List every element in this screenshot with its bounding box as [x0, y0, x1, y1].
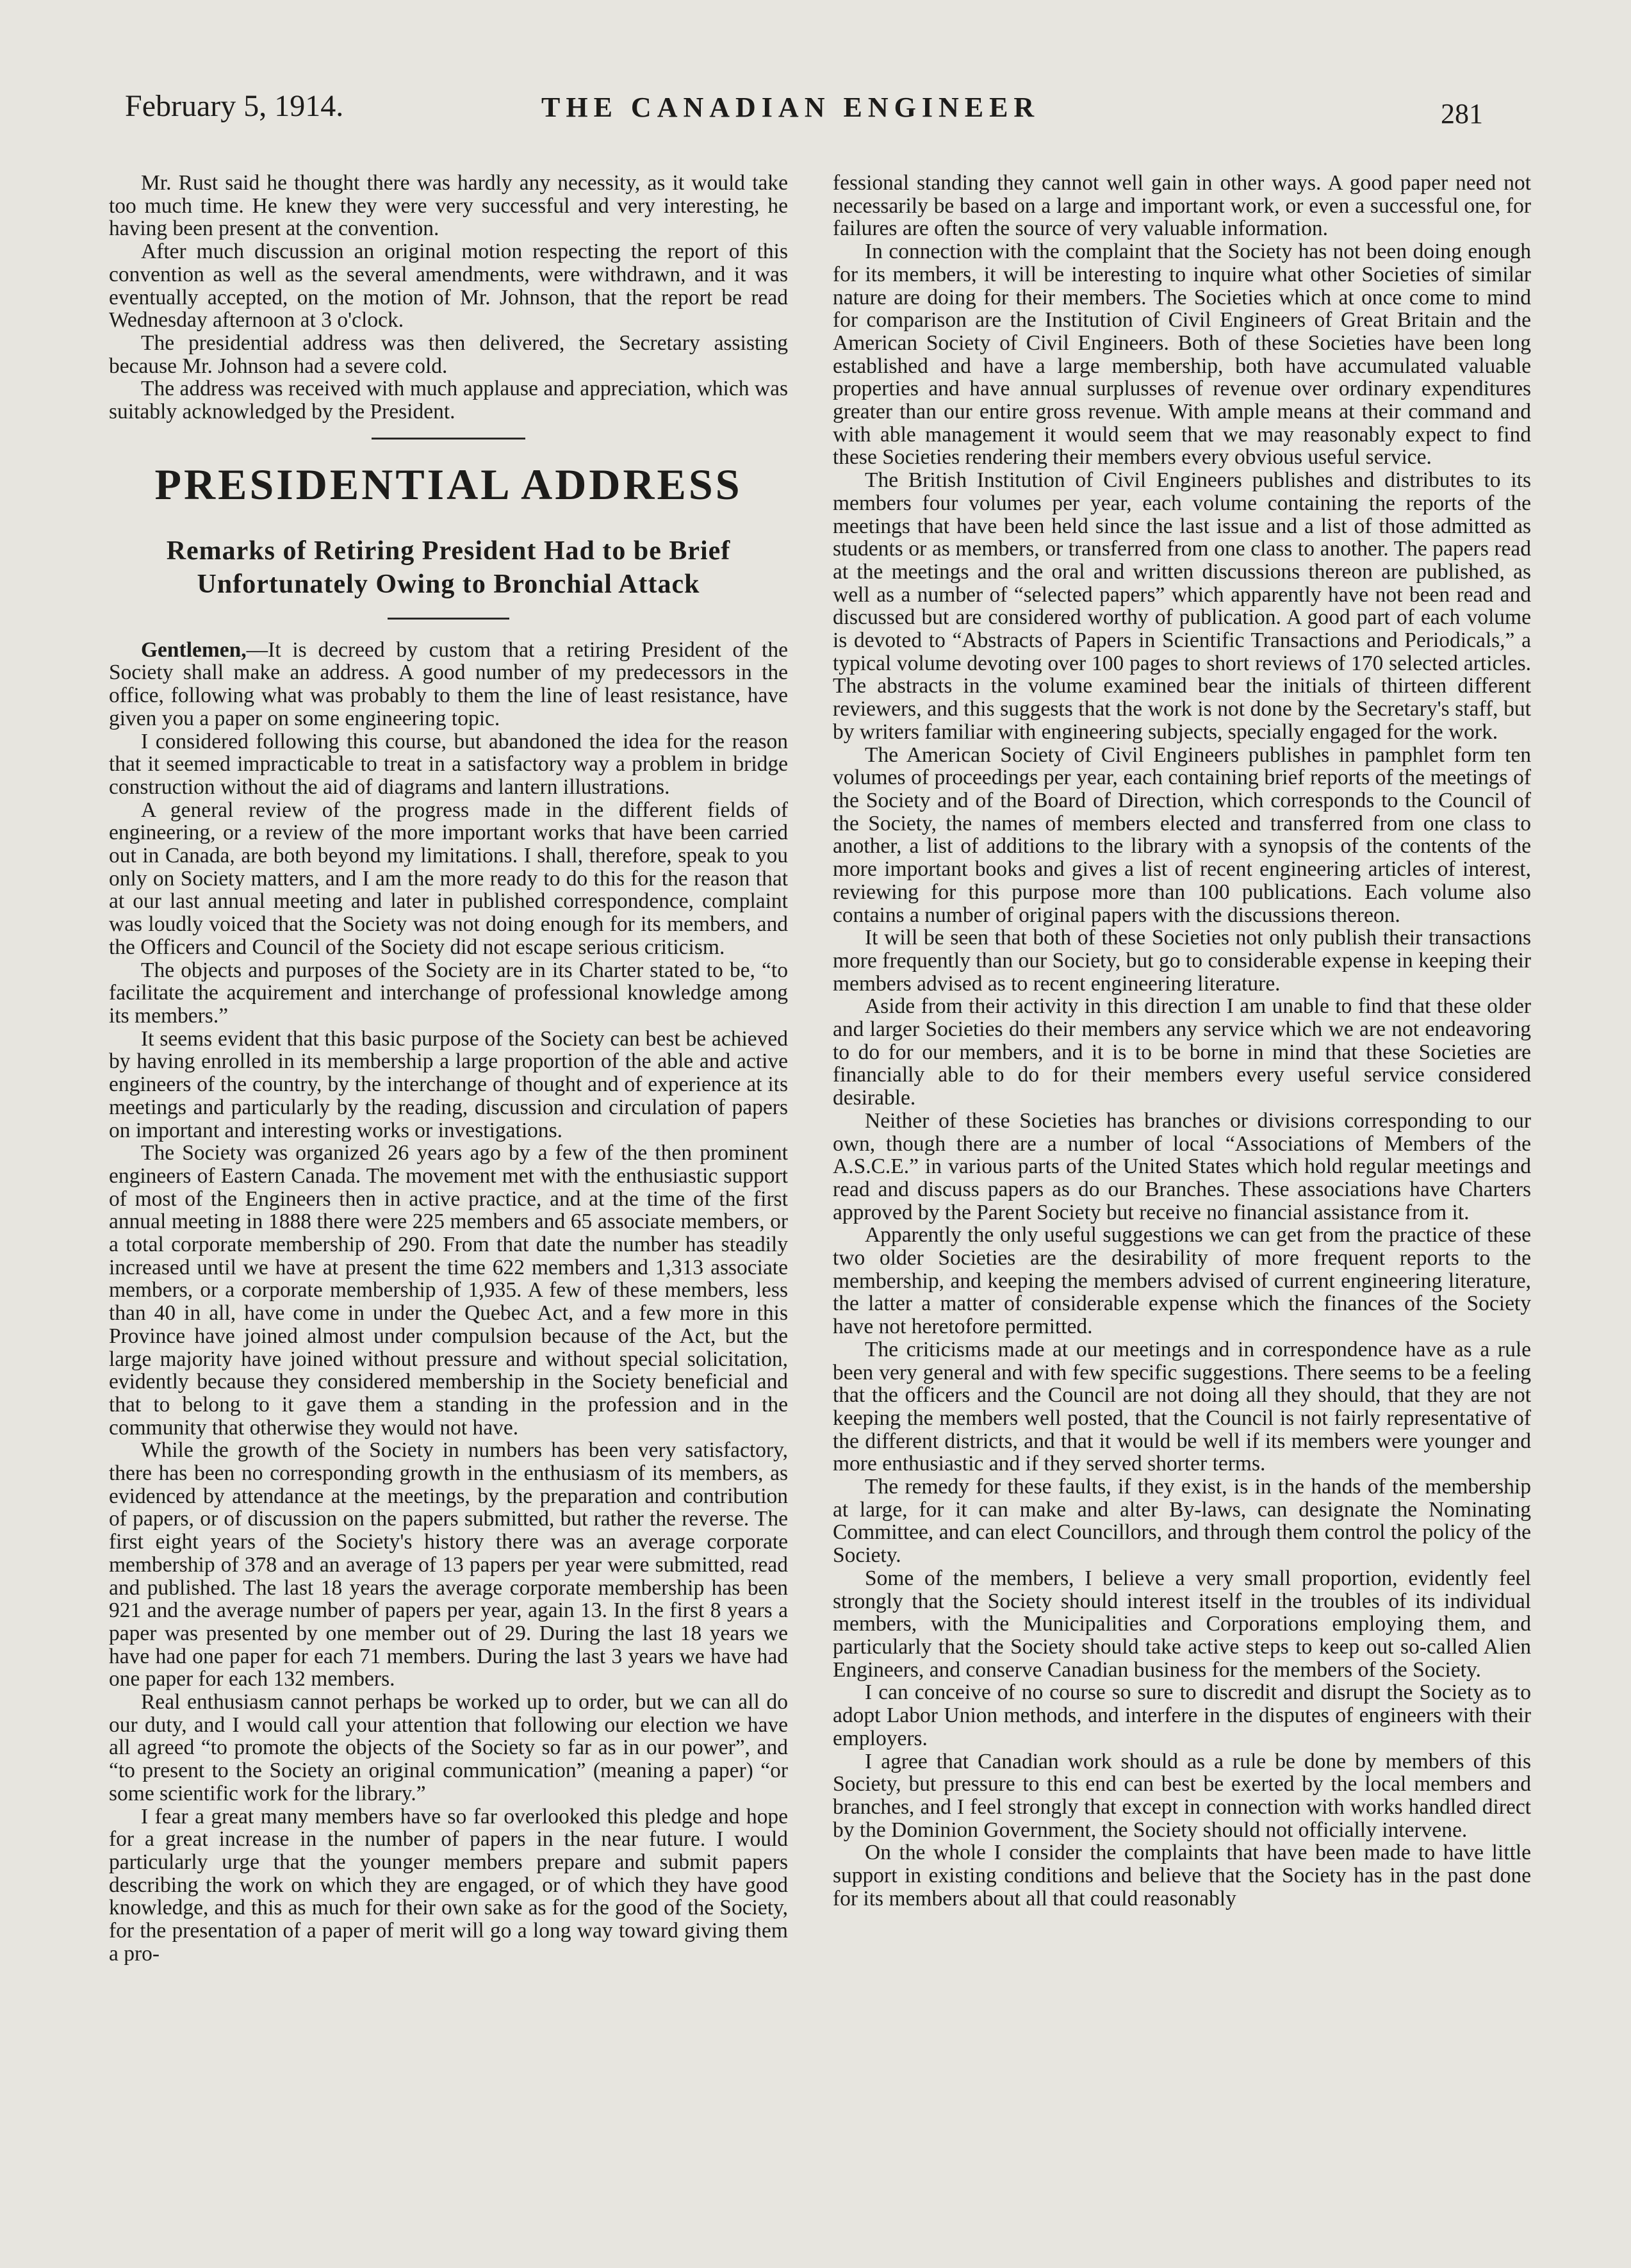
body-paragraph: Real enthusiasm cannot perhaps be worked up to order, but we can all do our duty, and I would call your attention that following our election we have all agreed “to promote the objects of the Society so far as in our power”, and “to present to the Society an original communication” (meaning a paper) “or some scientific work for the library.”	[109, 1690, 788, 1805]
body-paragraph: It seems evident that this basic purpose of the Society can best be achieved by having enrolled in its membership a large proportion of the able and active engineers of the country, by the interchange of thought and of experience at its meetings and particularly by the reading, discussion and circulation of papers on important and interesting works or investigations.	[109, 1026, 788, 1142]
body-paragraph: Some of the members, I believe a very small proportion, evidently feel strongly that the Society should interest itself in the troubles of its individual members, with the Municipalities and Corporations employing them, and particularly that the Society should take active steps to keep out so-called Alien Engineers, and conserve Canadian business for the members of the Society.	[833, 1566, 1531, 1682]
body-paragraph: In connection with the complaint that the Society has not been doing enough for its members, it will be interesting to inquire what other Societies of similar nature are doing for their members. The Societies which at once come to mind for comparison are the Institution of Civil Engineers of Great Britain and the American Society of Civil Engineers. Both of these Societies have been long established and have a large membership, both have accumulated valuable properties and have annual surplusses of revenue over ordinary expenditures greater than our entire gross revenue. With ample means at their command and with able management it would seem that we may reasonably expect to find these Societies rendering their members every obvious useful service.	[833, 240, 1531, 470]
section-divider	[372, 438, 525, 440]
intro-paragraph: After much discussion an original motion respecting the report of this convention as well as the several amendments, were withdrawn, and it was eventually accepted, on the motion of Mr. Johnson, that the report be read Wednesday afternoon at 3 o'clock.	[109, 240, 788, 333]
salutation: Gentlemen,	[141, 637, 247, 662]
body-paragraph: The American Society of Civil Engineers publishes in pamphlet form ten volumes of proceedings per year, each containing brief reports of the meetings of the Society and of the Board of Direction, which corresponds to the Council of the Society, the names of members elected and transferred from one class to another, a list of additions to the library with a synopsis of the contents of the more important books and gives a list of recent engineering articles of interest, reviewing for this purpose more than 100 publications. Each volume also contains a number of original papers with the discussions thereon.	[833, 743, 1531, 927]
subtitle-divider	[388, 618, 509, 620]
body-paragraph: The Society was organized 26 years ago by a few of the then prominent engineers of Eastern Canada. The movement met with the enthusiastic support of most of the Engineers then in active practice, and at the time of the first annual meeting in 1888 there were 225 members and 65 associate members, or a total corporate membership of 290. From that date the number has steadily increased until we have at present the time 622 members and 1,313 associate members, or a corporate membership of 1,935. A few of these members, less than 40 in all, have come in under the Quebec Act, and a few more in this Province have joined almost under compulsion because of the Act, but the large majority have joined without pressure and without special solicitation, evidently because they considered membership in the Society beneficial and that to belong to it gave them a standing in the profession and in the community that otherwise they would not have.	[109, 1141, 788, 1440]
body-paragraph: Aside from their activity in this direction I am unable to find that these older and larger Societies do their members any service which we are not endeavoring to do for our members, and it is to be borne in mind that these Societies are financially able to do for their members every useful service considered desirable.	[833, 994, 1531, 1110]
address-opening-paragraph	[109, 639, 788, 730]
body-paragraph: While the growth of the Society in numbers has been very satisfactory, there has been no corresponding growth in the enthusiasm of its members, as evidenced by attendance at the meetings, by the preparation and contribution of papers, or of discussion on the papers submitted, but rather the reverse. The first eight years of the Society's history there was an average corporate membership of 378 and an average of 13 papers per year were submitted, read and published. The last 18 years the average corporate membership has been 921 and the average number of papers per year, again 13. In the first 8 years a paper was presented by one member out of 29. During the last 18 years we have had one paper for each 71 members. During the last 3 years we have had one paper for each 132 members.	[109, 1438, 788, 1691]
body-paragraph: I considered following this course, but abandoned the idea for the reason that it seemed impracticable to treat in a satisfactory way a problem in bridge construction without the aid of diagrams and lantern illustrations.	[109, 729, 788, 799]
intro-paragraph: The presidential address was then delivered, the Secretary assisting because Mr. Johnson had a severe cold.	[109, 331, 788, 378]
intro-paragraph: The address was received with much applause and appreciation, which was suitably acknowledged by the President.	[109, 377, 788, 424]
body-paragraph: I agree that Canadian work should as a rule be done by members of this Society, but pressure to this end can best be exerted by the local members and branches, and I feel strongly that except in connection with works handled direct by the Dominion Government, the Society should not officially intervene.	[833, 1749, 1531, 1842]
header-date: February 5, 1914.	[125, 89, 344, 123]
page-number: 281	[1441, 98, 1483, 129]
body-paragraph: I can conceive of no course so sure to discredit and disrupt the Society as to adopt Labor Union methods, and interfere in the disputes of engineers with their employers.	[833, 1680, 1531, 1750]
article-title: PRESIDENTIAL ADDRESS	[154, 459, 742, 509]
body-paragraph: It will be seen that both of these Societies not only publish their transactions more frequently than our Society, but go to considerable expense in keeping their members advised as to recent engineering literature.	[833, 926, 1531, 996]
continuation-paragraph: fessional standing they cannot well gain in other ways. A good paper need not necessarily be based on a large and important work, or even a successful one, for failures are often the source of very valuable information.	[833, 171, 1531, 241]
right-column	[833, 172, 1531, 1910]
body-paragraph: Neither of these Societies has branches or divisions corresponding to our own, though there are a number of local “Associations of Members of the A.S.C.E.” in various parts of the United States which hold regular meetings and read and discuss papers as do our Branches. These associations have Charters approved by the Parent Society but receive no financial assistance from it.	[833, 1108, 1531, 1224]
article-subtitle: Remarks of Retiring President Had to be Brief Unfortunately Owing to Bronchial Attack	[166, 536, 731, 599]
body-paragraph: A general review of the progress made in the different fields of engineering, or a review of the more important works that have been carried out in Canada, are both beyond my limitations. I shall, therefore, speak to you only on Society matters, and I am the more ready to do this for the reason that at our last annual meeting and later in published correspondence, complaint was loudly voiced that the Society was not doing enough for its members, and the Officers and Council of the Society did not escape serious criticism.	[109, 798, 788, 959]
journal-title: THE CANADIAN ENGINEER	[541, 92, 1040, 123]
running-header	[125, 88, 1483, 133]
opening-text: —It is decreed by custom that a retiring President of the Society shall make an address. A good number of my predecessors in the office, following what was probably to them the line of least resistance, have given you a paper on some engineering topic.	[109, 637, 788, 730]
body-paragraph: I fear a great many members have so far overlooked this pledge and hope for a great increase in the number of papers in the near future. I would particularly urge that the younger members prepare and submit papers describing the work on which they are engaged, or of which they have good knowledge, and this as much for their own sake as for the good of the Society, for the presentation of a paper of merit will go a long way toward giving them a pro-	[109, 1804, 788, 1966]
body-paragraph: The criticisms made at our meetings and in correspondence have as a rule been very general and with few specific suggestions. There seems to be a feeling that the officers and the Council are not doing all they should, that they are not keeping the members well posted, that the Council is not fairly representative of the different districts, and that it would be well if its members were younger and more enthusiastic and if they served shorter terms.	[833, 1337, 1531, 1476]
body-paragraph: The British Institution of Civil Engineers publishes and distributes to its members four volumes per year, each volume containing the reports of the meetings that have been held since the last issue and a list of those admitted as students or as members, or transferred from one class to another. The papers read at the meetings and the oral and written discussions thereon are published, as well as a number of “selected papers” which apparently have not been read and discussed but are considered worthy of publication. A good part of each volume is devoted to “Abstracts of Papers in Scientific Transactions and Periodicals,” a typical volume devoting over 100 pages to short reviews of 170 selected articles. The abstracts in the volume examined bear the initials of thirteen different reviewers, and this suggests that the work is not done by the Secretary's staff, but by writers familiar with engineering subjects, specially engaged for the work.	[833, 468, 1531, 744]
body-paragraph: On the whole I consider the complaints that have been made to have little support in existing conditions and believe that the Society has in the past done for its members about all that could reasonably	[833, 1841, 1531, 1911]
body-paragraph: The remedy for these faults, if they exist, is in the hands of the membership at large, for it can make and alter By-laws, can designate the Nominating Committee, and can elect Councillors, and through them control the policy of the Society.	[833, 1475, 1531, 1568]
intro-paragraph: Mr. Rust said he thought there was hardly any necessity, as it would take too much time. He knew they were very successful and very interesting, he having been present at the convention.	[109, 171, 788, 241]
body-paragraph: The objects and purposes of the Society are in its Charter stated to be, “to facilitate the acquirement and interchange of professional knowledge among its members.”	[109, 958, 788, 1028]
body-paragraph: Apparently the only useful suggestions we can get from the practice of these two older Societies are the desirability of more frequent reports to the membership, and keeping the members advised of current engineering literature, the latter a matter of considerable expense which the finances of the Society have not heretofore permitted.	[833, 1223, 1531, 1339]
left-column	[109, 172, 788, 1966]
